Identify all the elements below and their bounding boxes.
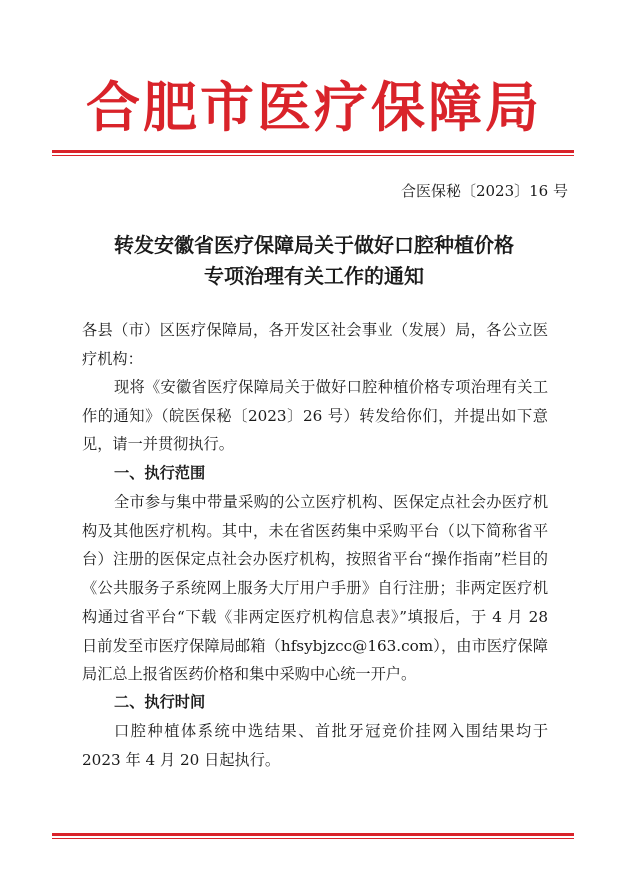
salutation: 各县（市）区医疗保障局，各开发区社会事业（发展）局，各公立医疗机构：	[82, 321, 548, 368]
title-line-1: 转发安徽省医疗保障局关于做好口腔种植价格	[114, 233, 514, 257]
section-2-heading: 二、执行时间	[114, 693, 206, 711]
masthead-red-rule-thick	[52, 150, 574, 153]
section-1-body: 全市参与集中带量采购的公立医疗机构、医保定点社会办医疗机构及其他医疗机构。其中，未在省医药集中采购平台（以下简称省平台）注册的医保定点社会办医疗机构，按照省平台“操作指南”栏目的《公共服务子系统网上服务大厅用户手册》自行注册；非两定医疗机构通过省平台“下载《非两定医疗机构信息表》”填报后，于 4 月 28 日前发至市医疗保障局邮箱（hfsybjzcc@163.com），由市医疗保障局汇总上报省医药价格和集中采购中心统一开户。	[82, 493, 548, 684]
title-line-2: 专项治理有关工作的通知	[204, 264, 424, 288]
document-number: 合医保秘〔2023〕16 号	[400, 182, 568, 200]
footer-red-rule-thick	[52, 833, 574, 836]
section-2-body: 口腔种植体系统中选结果、首批牙冠竞价挂网入围结果均于 2023 年 4 月 20 日起执行。	[82, 722, 548, 769]
intro-paragraph: 现将《安徽省医疗保障局关于做好口腔种植价格专项治理有关工作的通知》（皖医保秘〔2023〕26 号）转发给你们，并提出如下意见，请一并贯彻执行。	[82, 378, 548, 454]
masthead-title: 合肥市医疗保障局	[86, 75, 542, 139]
section-1-heading: 一、执行范围	[114, 464, 206, 482]
footer-red-rule-thin	[52, 838, 574, 839]
masthead-red-rule-thin	[52, 155, 574, 156]
document-title	[0, 230, 628, 292]
